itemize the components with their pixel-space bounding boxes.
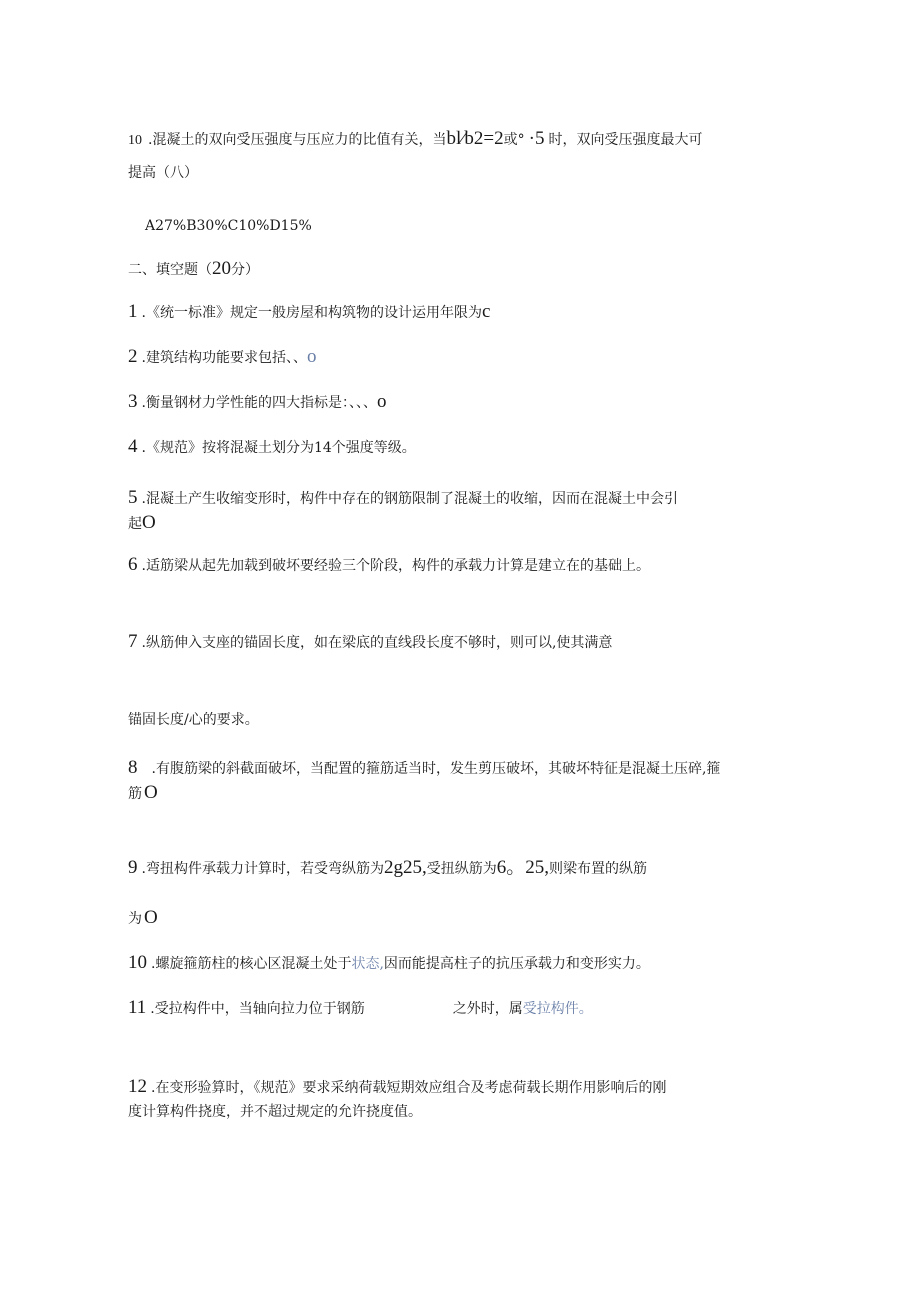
item-text-b: 受扭纵筋为 (426, 861, 497, 877)
item-value-2: 6。25, (496, 857, 549, 878)
fill-item-5-line2 (128, 513, 156, 534)
item-text-a: .螺旋箍筋柱的核心区混凝土处于 (151, 956, 352, 972)
item-text-a: .受拉构件中，当轴向拉力位于钢筋 (150, 1001, 365, 1017)
fill-item-1 (128, 302, 490, 323)
mc-question-text-b: 或° (503, 132, 525, 148)
mc-question-10-line2: 提高（八） (128, 165, 198, 181)
fill-item-3 (128, 392, 386, 413)
item-text: .有腹筋梁的斜截面破坏，当配置的箍筋适当时，发生剪压破坏，其破坏特征是混凝土压碎,箍 (151, 761, 721, 777)
mc-question-number: 10 (128, 133, 142, 148)
item-number: 5 (128, 487, 138, 508)
section-title-b: 分） (231, 262, 259, 278)
mc-options: A27%B30%C10%D15% (145, 218, 312, 234)
section-score: 20 (212, 258, 231, 279)
item-text-line2: 为 (128, 911, 142, 927)
fill-item-10 (128, 953, 650, 974)
item-text-line2: 筋 (128, 786, 142, 802)
item-number: 8 (128, 757, 138, 778)
item-number: 12 (128, 1076, 147, 1097)
item-tail: O (144, 782, 158, 803)
item-number: 11 (128, 997, 147, 1018)
section-title (128, 259, 259, 280)
item-text-a: .弯扭构件承载力计算时，若受弯纵筋为 (141, 861, 384, 877)
item-tail: O (142, 512, 156, 533)
fill-item-8-line2 (128, 783, 158, 804)
item-blue-text: 受拉构件。 (522, 1001, 593, 1017)
item-number: 1 (128, 301, 138, 322)
item-text-line2: 起 (128, 516, 142, 532)
mc-question-text-c: 时，双向受压强度最大可 (548, 132, 703, 148)
item-tail: c (481, 301, 491, 322)
item-number: 2 (128, 346, 138, 367)
fill-item-7-line2: 锚固长度/心的要求。 (128, 712, 259, 728)
fill-item-9-line2 (128, 908, 158, 929)
section-title-a: 二、填空题（ (128, 262, 212, 278)
item-text: .混凝土产生收缩变形时，构件中存在的钢筋限制了混凝土的收缩，因而在混凝土中会引 (141, 491, 678, 507)
item-text: .适筋梁从起先加载到破坏要经验三个阶段，构件的承载力计算是建立在的基础上。 (141, 558, 650, 574)
mc-question-text: .混凝土的双向受压强度与压应力的比值有关，当 (148, 132, 447, 148)
mc-question-10 (128, 129, 702, 151)
mc-ratio: bl∕b2=2 (446, 128, 504, 149)
item-text: .衡量钢材力学性能的四大指标是：、、、 (141, 395, 377, 411)
item-number: 7 (128, 631, 138, 652)
item-text: .在变形验算时，《规范》要求采纳荷载短期效应组合及考虑荷载长期作用影响后的刚 (151, 1080, 667, 1096)
fill-item-8 (128, 758, 720, 779)
fill-item-4 (128, 437, 416, 458)
item-text-b: 之外时，属 (452, 1001, 523, 1017)
fill-item-12-line2: 度计算构件挠度，并不超过规定的允许挠度值。 (128, 1104, 422, 1120)
item-value-1: 2g25, (383, 857, 427, 878)
fill-item-12 (128, 1077, 666, 1098)
item-text: .《规范》按将混凝土划分为14个强度等级。 (141, 440, 416, 456)
item-number: 10 (128, 952, 147, 973)
fill-item-6 (128, 555, 650, 576)
fill-item-2 (128, 347, 316, 368)
item-number: 6 (128, 554, 138, 575)
item-text: .建筑结构功能要求包括、、 (141, 350, 307, 366)
item-blue-text: 状态, (351, 956, 384, 972)
item-number: 9 (128, 857, 138, 878)
item-tail: o (376, 391, 387, 412)
fill-item-5 (128, 488, 678, 509)
item-tail: O (144, 907, 158, 928)
item-tail: o (306, 346, 317, 367)
fill-item-9 (128, 858, 647, 879)
item-text: .《统一标准》规定一般房屋和构筑物的设计运用年限为 (141, 305, 482, 321)
fill-item-7 (128, 632, 612, 653)
fill-item-11 (128, 998, 593, 1019)
mc-value: ·5 (528, 128, 545, 149)
item-number: 3 (128, 391, 138, 412)
item-text-b: 因而能提高柱子的抗压承载力和变形实力。 (383, 956, 650, 972)
item-text-c: 则梁布置的纵筋 (548, 861, 647, 877)
item-text: .纵筋伸入支座的锚固长度，如在梁底的直线段长度不够时，则可以,使其满意 (141, 635, 613, 651)
item-number: 4 (128, 436, 138, 457)
